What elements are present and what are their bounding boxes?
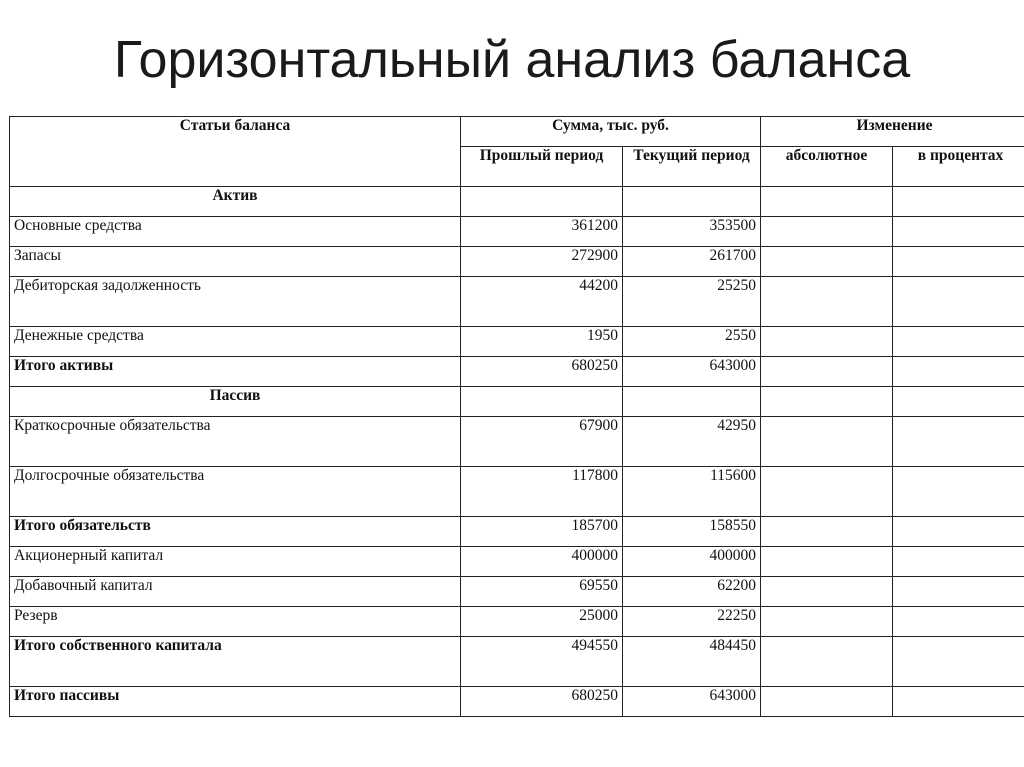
table-row bbox=[10, 547, 1024, 577]
row-label: Резерв bbox=[10, 607, 461, 637]
cell-prev: 680250 bbox=[461, 357, 623, 387]
row-label: Долгосрочные обязательства bbox=[10, 467, 461, 517]
row-label: Добавочный капитал bbox=[10, 577, 461, 607]
cell-curr: 400000 bbox=[623, 547, 761, 577]
cell-curr: 22250 bbox=[623, 607, 761, 637]
header-change: Изменение bbox=[761, 117, 1024, 147]
cell-curr: 25250 bbox=[623, 277, 761, 327]
table-row bbox=[10, 417, 1024, 467]
cell-abs bbox=[761, 417, 893, 467]
header-curr-period: Текущий период bbox=[623, 147, 761, 187]
cell-abs bbox=[761, 467, 893, 517]
cell-curr: 158550 bbox=[623, 517, 761, 547]
cell-pct bbox=[893, 517, 1024, 547]
cell-abs bbox=[761, 687, 893, 717]
table-row bbox=[10, 467, 1024, 517]
table-row bbox=[10, 327, 1024, 357]
cell-pct bbox=[893, 687, 1024, 717]
cell-prev: 25000 bbox=[461, 607, 623, 637]
cell-pct bbox=[893, 637, 1024, 687]
cell-curr bbox=[623, 387, 761, 417]
cell-curr: 353500 bbox=[623, 217, 761, 247]
cell-prev: 400000 bbox=[461, 547, 623, 577]
cell-pct bbox=[893, 357, 1024, 387]
page-title: Горизонтальный анализ баланса bbox=[113, 31, 911, 89]
cell-prev: 117800 bbox=[461, 467, 623, 517]
cell-curr: 62200 bbox=[623, 577, 761, 607]
cell-curr bbox=[623, 187, 761, 217]
cell-prev: 361200 bbox=[461, 217, 623, 247]
cell-abs bbox=[761, 217, 893, 247]
cell-pct bbox=[893, 187, 1024, 217]
row-label: Актив bbox=[10, 187, 461, 217]
cell-pct bbox=[893, 467, 1024, 517]
header-sum: Сумма, тыс. руб. bbox=[461, 117, 761, 147]
row-label: Запасы bbox=[10, 247, 461, 277]
cell-curr: 2550 bbox=[623, 327, 761, 357]
cell-abs bbox=[761, 577, 893, 607]
row-label: Денежные средства bbox=[10, 327, 461, 357]
header-prev-period: Прошлый период bbox=[461, 147, 623, 187]
total-row-liabilities bbox=[10, 687, 1024, 717]
cell-abs bbox=[761, 607, 893, 637]
balance-table bbox=[9, 116, 1024, 717]
cell-abs bbox=[761, 277, 893, 327]
row-label: Акционерный капитал bbox=[10, 547, 461, 577]
cell-abs bbox=[761, 247, 893, 277]
cell-prev: 44200 bbox=[461, 277, 623, 327]
cell-pct bbox=[893, 387, 1024, 417]
header-absolute: абсолютное bbox=[761, 147, 893, 187]
cell-pct bbox=[893, 577, 1024, 607]
cell-curr: 42950 bbox=[623, 417, 761, 467]
cell-prev bbox=[461, 187, 623, 217]
cell-prev: 272900 bbox=[461, 247, 623, 277]
table-row bbox=[10, 247, 1024, 277]
header-row-top bbox=[10, 117, 1024, 147]
header-percent: в процентах bbox=[893, 147, 1024, 187]
total-row-assets bbox=[10, 357, 1024, 387]
cell-prev: 69550 bbox=[461, 577, 623, 607]
cell-pct bbox=[893, 417, 1024, 467]
total-row-obligations bbox=[10, 517, 1024, 547]
cell-curr: 115600 bbox=[623, 467, 761, 517]
cell-prev: 1950 bbox=[461, 327, 623, 357]
row-label: Итого активы bbox=[10, 357, 461, 387]
row-label: Основные средства bbox=[10, 217, 461, 247]
section-row-liabilities bbox=[10, 387, 1024, 417]
cell-abs bbox=[761, 327, 893, 357]
cell-pct bbox=[893, 247, 1024, 277]
cell-pct bbox=[893, 327, 1024, 357]
table-row bbox=[10, 577, 1024, 607]
row-label: Итого обязательств bbox=[10, 517, 461, 547]
cell-prev: 67900 bbox=[461, 417, 623, 467]
cell-pct bbox=[893, 277, 1024, 327]
cell-abs bbox=[761, 357, 893, 387]
cell-curr: 643000 bbox=[623, 687, 761, 717]
cell-pct bbox=[893, 547, 1024, 577]
cell-abs bbox=[761, 387, 893, 417]
cell-prev: 680250 bbox=[461, 687, 623, 717]
cell-abs bbox=[761, 547, 893, 577]
cell-pct bbox=[893, 607, 1024, 637]
cell-prev: 185700 bbox=[461, 517, 623, 547]
header-items: Статьи баланса bbox=[10, 117, 461, 187]
table-row bbox=[10, 217, 1024, 247]
row-label: Дебиторская задолженность bbox=[10, 277, 461, 327]
cell-pct bbox=[893, 217, 1024, 247]
cell-abs bbox=[761, 187, 893, 217]
cell-prev bbox=[461, 387, 623, 417]
table-row bbox=[10, 607, 1024, 637]
cell-prev: 494550 bbox=[461, 637, 623, 687]
cell-curr: 484450 bbox=[623, 637, 761, 687]
row-label: Итого пассивы bbox=[10, 687, 461, 717]
cell-abs bbox=[761, 637, 893, 687]
table-row bbox=[10, 277, 1024, 327]
row-label: Итого собственного капитала bbox=[10, 637, 461, 687]
total-row-equity bbox=[10, 637, 1024, 687]
section-row-assets bbox=[10, 187, 1024, 217]
cell-curr: 261700 bbox=[623, 247, 761, 277]
row-label: Краткосрочные обязательства bbox=[10, 417, 461, 467]
row-label: Пассив bbox=[10, 387, 461, 417]
cell-abs bbox=[761, 517, 893, 547]
cell-curr: 643000 bbox=[623, 357, 761, 387]
